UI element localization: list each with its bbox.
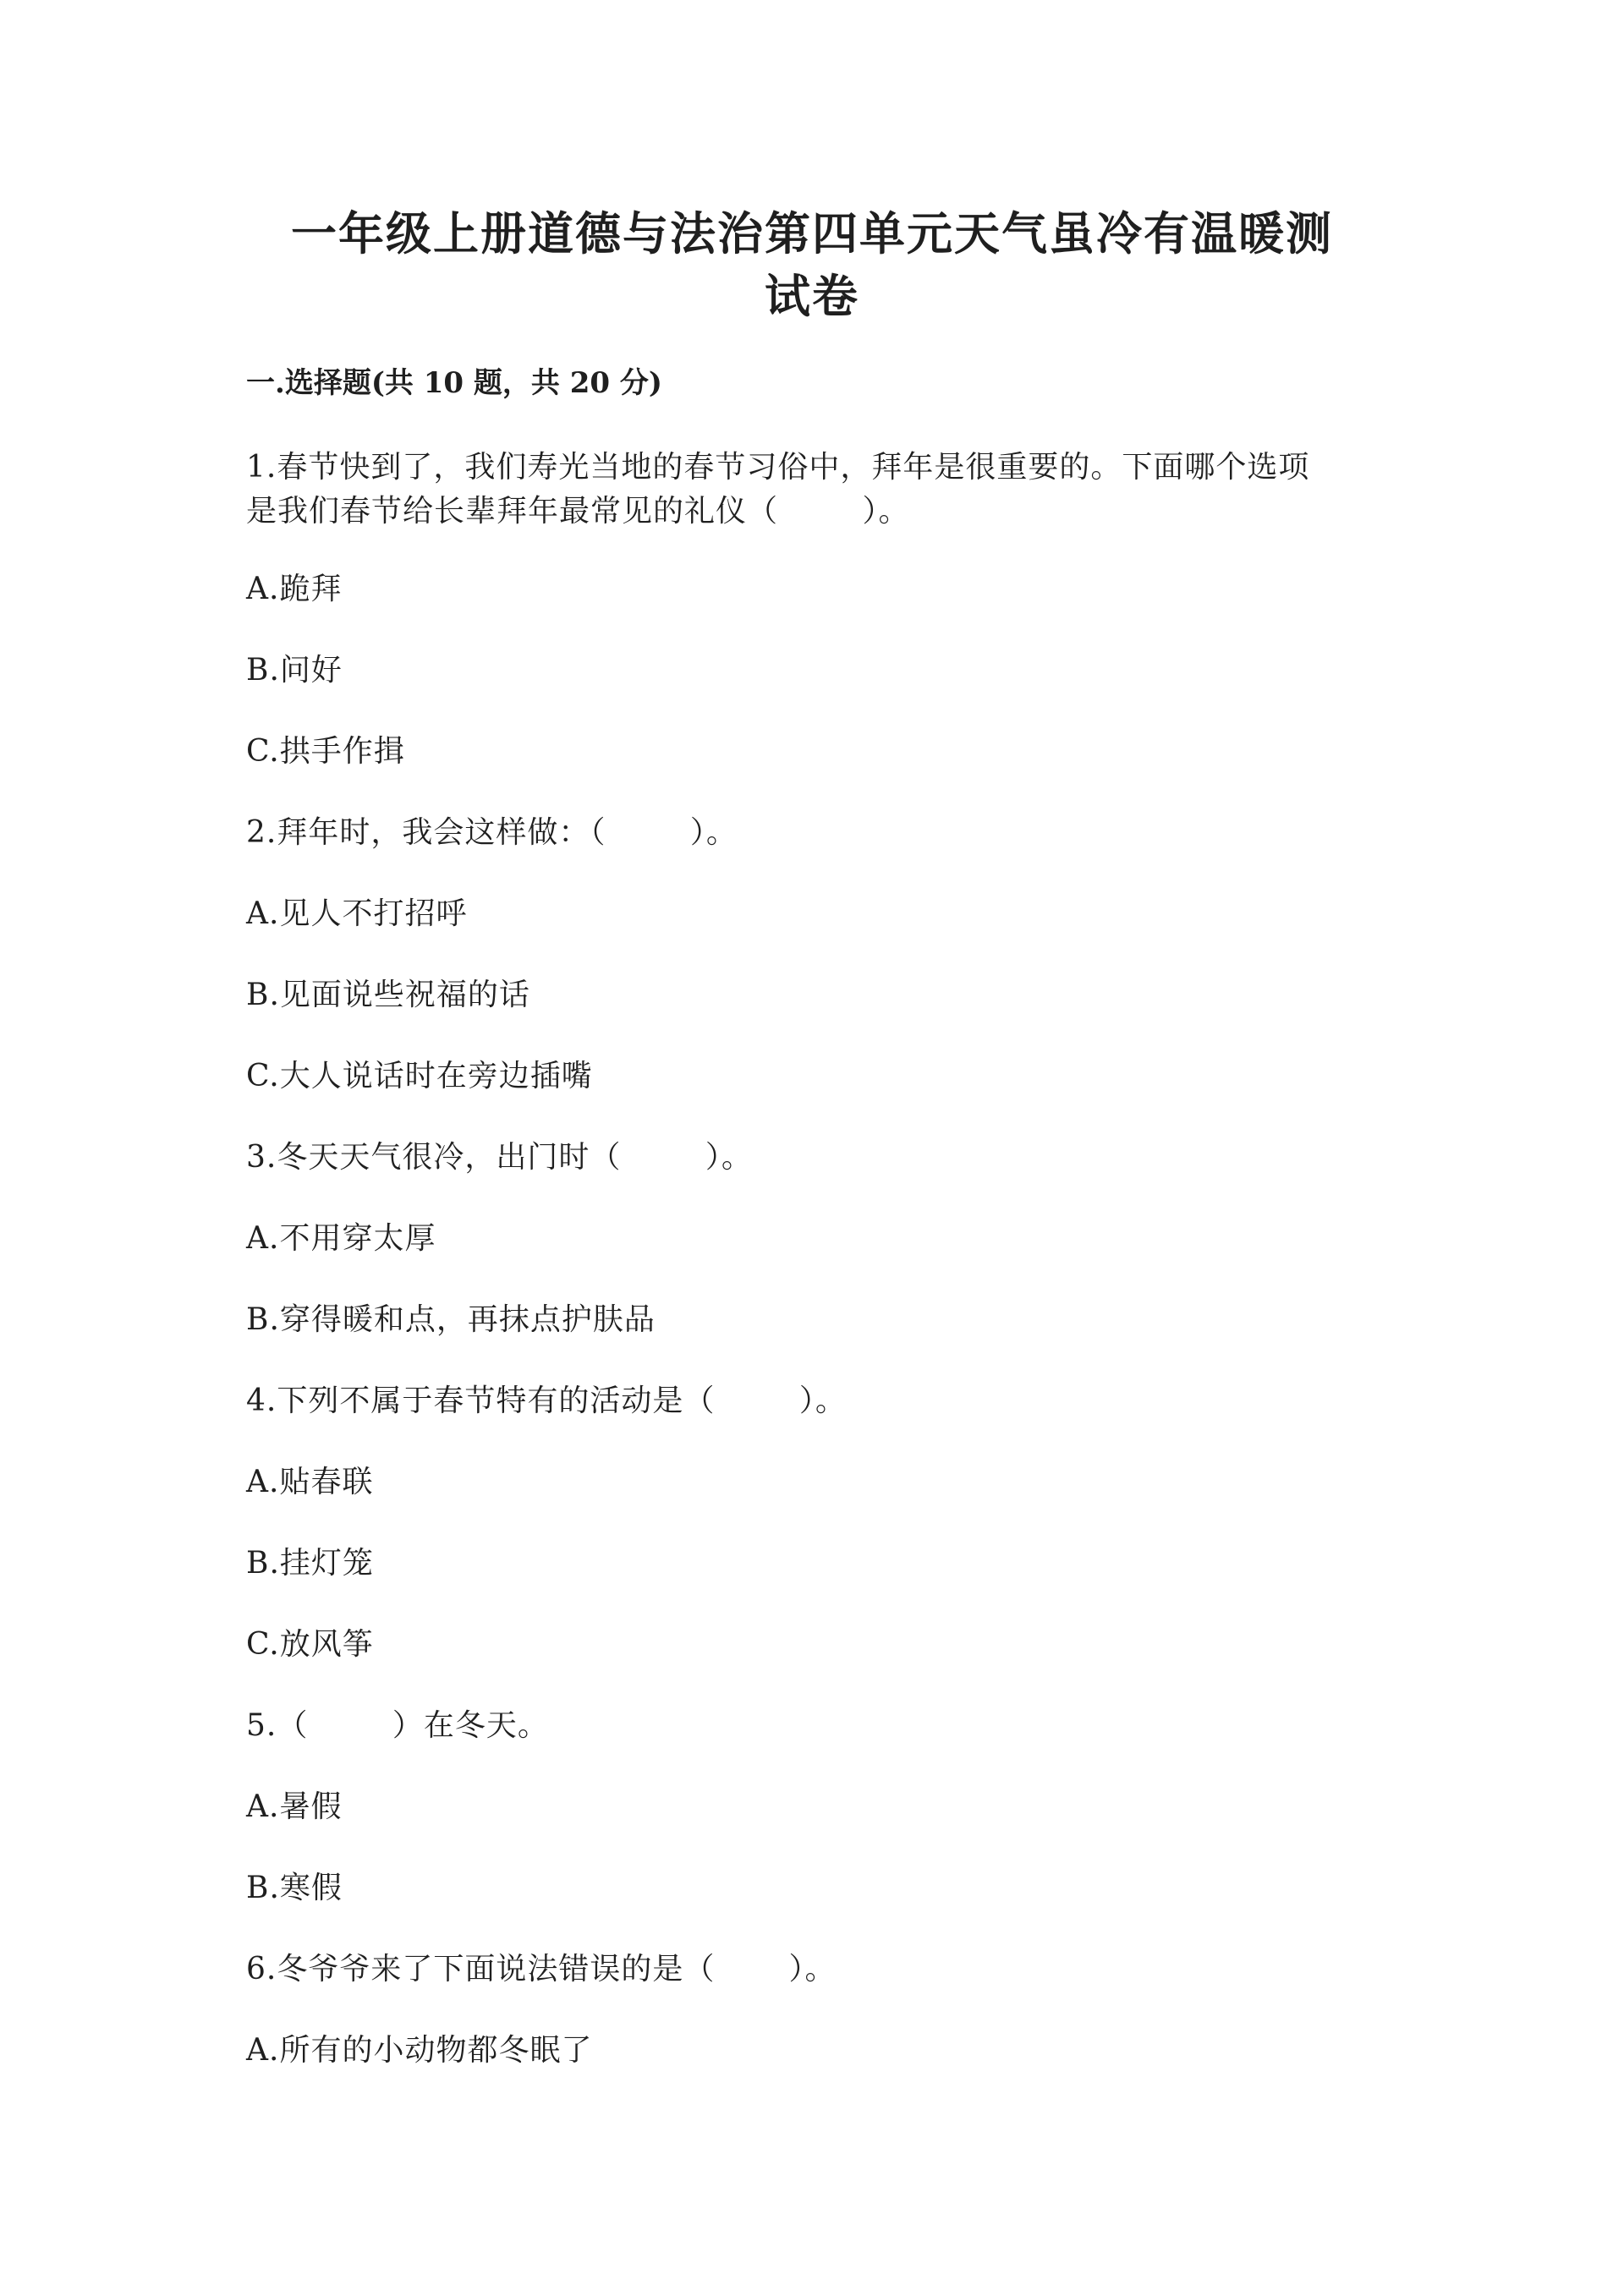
question-3-stem: 3.冬天天气很冷，出门时（ ）。 bbox=[246, 1140, 753, 1175]
question-1-option-b: B.问好 bbox=[246, 653, 343, 688]
page-title-continued: 试卷 bbox=[765, 269, 859, 323]
question-2-stem: 2.拜年时，我会这样做：（ ）。 bbox=[246, 815, 738, 850]
question-1-stem-continued: 是我们春节给长辈拜年最常见的礼仪（ ）。 bbox=[246, 494, 910, 529]
question-4-option-c: C.放风筝 bbox=[246, 1627, 374, 1662]
question-1-stem: 1.春节快到了，我们寿光当地的春节习俗中，拜年是很重要的。下面哪个选项 bbox=[246, 450, 1310, 485]
question-5-option-a: A.暑假 bbox=[246, 1789, 343, 1824]
question-4-option-b: B.挂灯笼 bbox=[246, 1546, 374, 1581]
section-heading: 一.选择题(共 10 题，共 20 分) bbox=[246, 366, 662, 400]
question-1-option-a: A.跪拜 bbox=[246, 572, 343, 606]
question-5-option-b: B.寒假 bbox=[246, 1871, 343, 1905]
question-5-stem: 5.（ ）在冬天。 bbox=[246, 1708, 549, 1743]
question-4-option-a: A.贴春联 bbox=[246, 1465, 374, 1499]
question-2-option-a: A.见人不打招呼 bbox=[246, 896, 468, 931]
question-3-option-b: B.穿得暖和点，再抹点护肤品 bbox=[246, 1302, 656, 1337]
question-6-stem: 6.冬爷爷来了下面说法错误的是（ ）。 bbox=[246, 1952, 837, 1986]
page-title: 一年级上册道德与法治第四单元天气虽冷有温暖测 bbox=[291, 206, 1333, 260]
question-4-stem: 4.下列不属于春节特有的活动是（ ）。 bbox=[246, 1384, 847, 1418]
question-2-option-c: C.大人说话时在旁边插嘴 bbox=[246, 1059, 593, 1093]
question-1-option-c: C.拱手作揖 bbox=[246, 734, 405, 769]
question-3-option-a: A.不用穿太厚 bbox=[246, 1221, 436, 1256]
question-2-option-b: B.见面说些祝福的话 bbox=[246, 978, 530, 1012]
question-6-option-a: A.所有的小动物都冬眠了 bbox=[246, 2033, 593, 2068]
